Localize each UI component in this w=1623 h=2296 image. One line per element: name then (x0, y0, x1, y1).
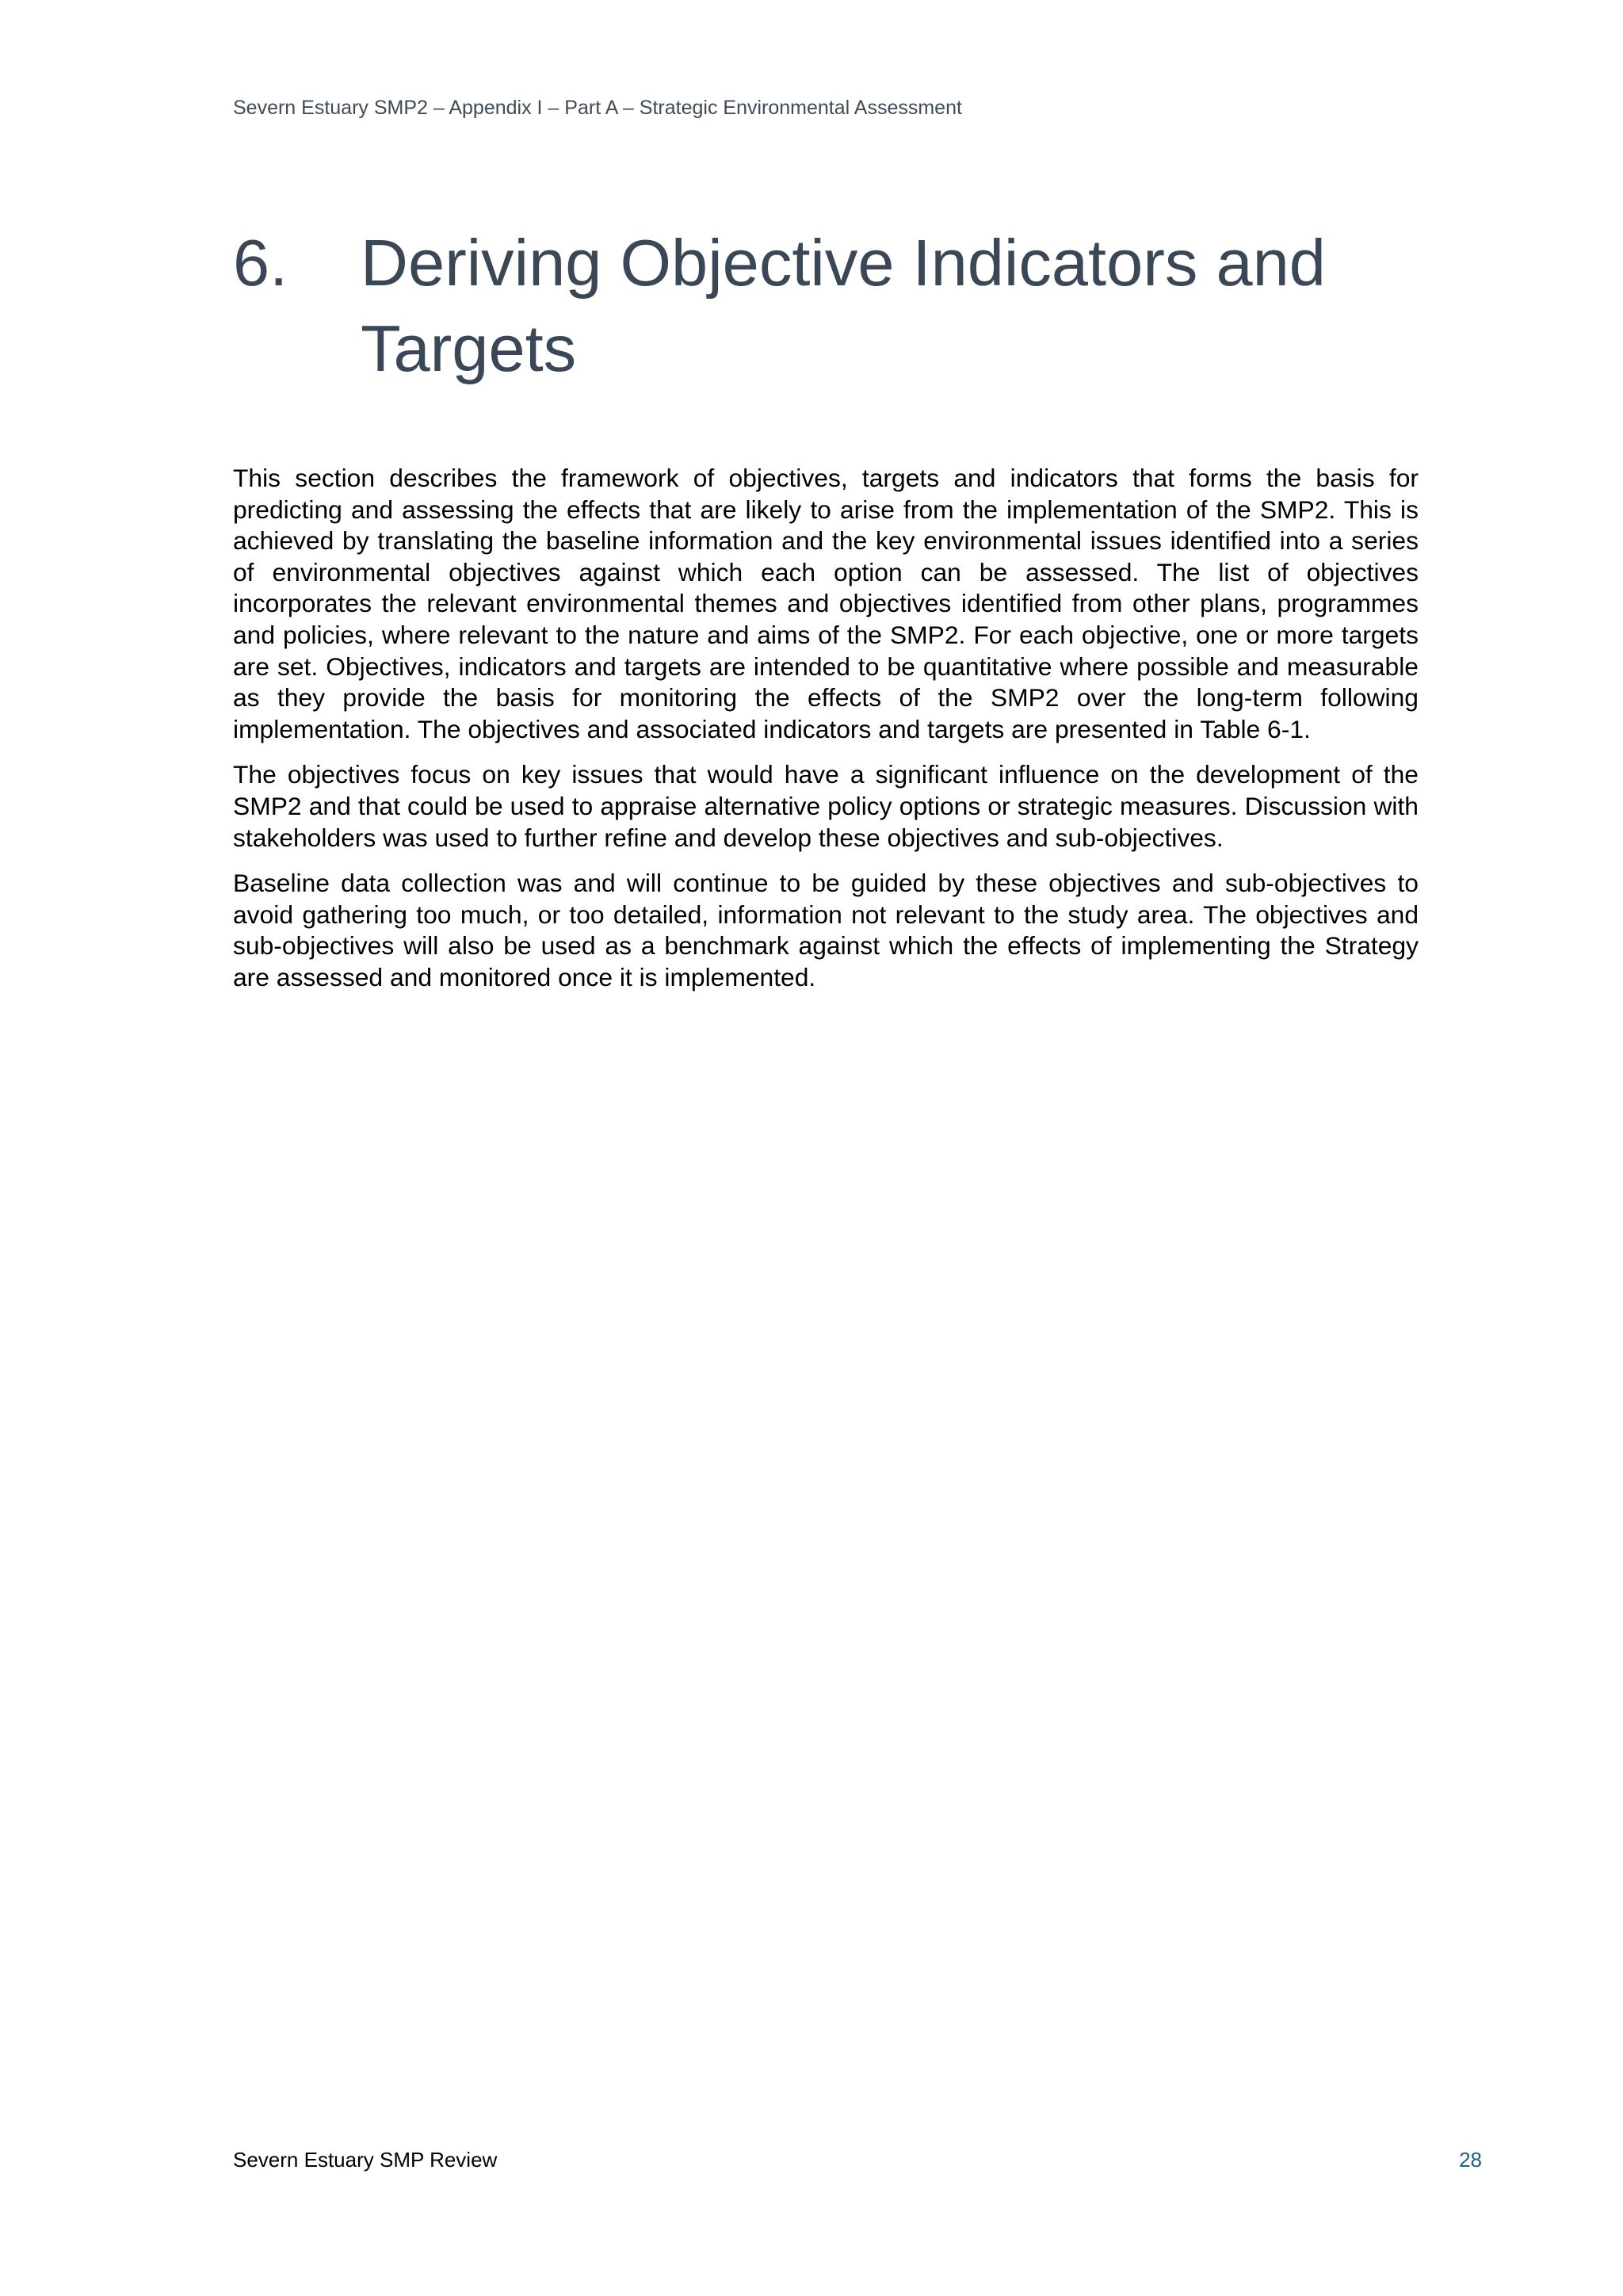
chapter-heading (233, 220, 1406, 392)
footer-page-number: 28 (1459, 2148, 1482, 2172)
paragraph-framework: This section describes the framework of objectives, targets and indicators that forms the basis for predicting and assessing the effects that are likely to arise from the implementation of the SMP2. This is achieved by translating the baseline information and the key environmental issues identified into a series of environmental objectives against which each option can be assessed. The list of objectives incorporates the relevant environmental themes and objectives identified from other plans, programmes and policies, where relevant to the nature and aims of the SMP2. For each objective, one or more targets are set. Objectives, indicators and targets are intended to be quantitative where possible and measurable as they provide the basis for monitoring the effects of the SMP2 over the long-term following implementation. The objectives and associated indicators and targets are presented in Table 6-1. (233, 464, 1419, 743)
footer-document-name: Severn Estuary SMP Review (233, 2148, 498, 2172)
paragraph-key-issues: The objectives focus on key issues that would have a significant influence on the development of the SMP2 and that could be used to appraise alternative policy options or strategic measures. Discussion with stakeholders was used to further refine and develop these objectives and sub-objectives. (233, 760, 1419, 852)
chapter-title: Deriving Objective Indicators and Targets (361, 226, 1326, 385)
body-text (233, 463, 1419, 1008)
chapter-number: 6. (233, 226, 288, 300)
paragraph-baseline-data: Baseline data collection was and will continue to be guided by these objectives and sub-objectives to avoid gathering too much, or too detailed, information not relevant to the study area. The objectives and sub-objectives will also be used as a benchmark against which the effects of implementing the Strategy are assessed and monitored once it is implemented. (233, 869, 1419, 991)
running-header: Severn Estuary SMP2 – Appendix I – Part A – Strategic Environmental Assessment (233, 97, 962, 119)
